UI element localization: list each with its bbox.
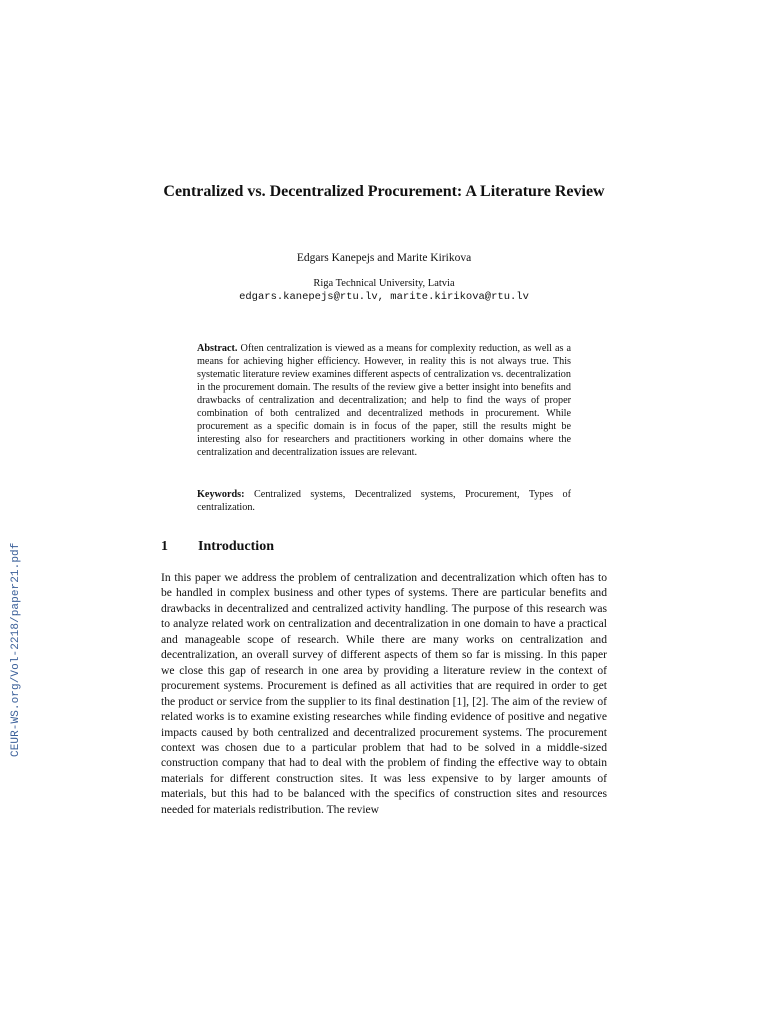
section-title: Introduction	[198, 539, 274, 554]
author-emails: edgars.kanepejs@rtu.lv, marite.kirikova@rtu.lv	[239, 291, 529, 303]
arxiv-side-stamp: CEUR-WS.org/Vol-2218/paper21.pdf	[10, 542, 22, 758]
keywords-text: Centralized systems, Decentralized systems, Procurement, Types of centralization.	[197, 489, 572, 513]
section-heading	[161, 538, 607, 556]
abstract-text: Often centralization is viewed as a means for complexity reduction, as well as a means for achieving higher efficiency. However, in reality this is not always true. This systematic literature review examines different aspects of centralization vs. decentralization in the procurement domain. The results of the review give a better insight into benefits and drawbacks of centralization and decentralization; and help to find the ways of proper combination of both centralized and decentralized methods in procurement. While procurement as a specific domain is in focus of the paper, still the results might be interesting also for researchers and practitioners working in other domains where the centralization and decentralization issues are relevant.	[197, 343, 571, 458]
keywords-label: Keywords:	[197, 489, 245, 500]
author-affiliation: Riga Technical University, Latvia	[313, 278, 455, 289]
section-number: 1	[161, 539, 168, 554]
abstract-label: Abstract.	[197, 343, 238, 354]
keywords	[197, 488, 571, 514]
section-body: In this paper we address the problem of centralization and decentralization which often has to be handled in complex business and other types of systems. There are particular benefits and drawbacks in decentralized and centralized activity handling. The purpose of this research was to analyze related work on centralization and decentralization in one domain to have a practical and manageable scope of research. While there are many works on centralization and decentralization, an overall survey of different aspects of them so far is missing. In this paper we close this gap of research in one area by providing a literature review in the context of procurement systems. Procurement is defined as all activities that are required in order to get the product or service from the supplier to its final destination [1], [2]. The aim of the review of related works is to examine existing researches while finding evidence of positive and negative impacts caused by both centralized and decentralized procurement systems. The procurement context was chosen due to a particular problem that had to be solved in a middle-sized construction company that had to deal with the problem of finding the effective way to obtain materials for different construction sites. It was less expensive to by larger amounts of materials, but this had to be balanced with the specifics of construction sites and resources needed for materials redistribution. The review	[161, 571, 607, 816]
paper-authors: Edgars Kanepejs and Marite Kirikova	[296, 252, 472, 264]
abstract	[197, 342, 571, 459]
paper-title: Centralized vs. Decentralized Procurement: A Literature Review	[163, 183, 605, 200]
